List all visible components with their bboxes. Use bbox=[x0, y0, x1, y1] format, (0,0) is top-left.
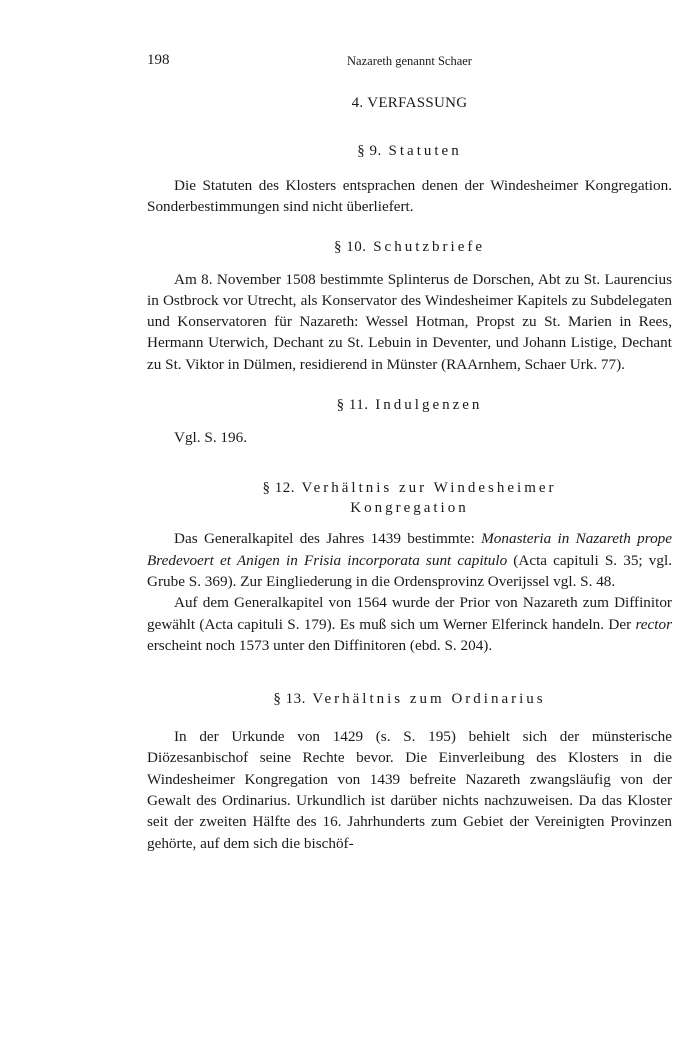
section-body-ordinarius bbox=[147, 726, 672, 854]
running-head bbox=[147, 52, 672, 74]
book-page bbox=[147, 52, 672, 854]
latin-quote: Monasteria in Nazareth prope Bredevoert et Anigen in Frisia incorporata sunt capitulo bbox=[147, 530, 673, 569]
paragraph bbox=[147, 592, 672, 656]
paragraph: Am 8. November 1508 bestimmte Splinterus de Dorschen, Abt zu St. Laurencius in Ostbrock vor Utrecht, als Konservator des Windesheimer Kapitels zu Subdelegaten und Konservatoren für Nazareth: Wessel Hotman, Propst zu St. Marien in Rees, Hermann Uterwich, Dechant zu St. Lebuin in Deventer, und Johann Listige, Dechant zu St. Viktor in Dülmen, residierend in Münster (RAArnhem, Schaer Urk. 77). bbox=[147, 270, 672, 373]
text-run: Das Generalkapitel des Jahres 1439 bestimmte: bbox=[174, 530, 482, 548]
section-body-statuten bbox=[147, 175, 672, 218]
italic-term: rector bbox=[635, 615, 672, 633]
section-number: § 9. bbox=[357, 143, 382, 159]
chapter-title: 4. VERFASSUNG bbox=[351, 95, 468, 111]
section-body-schutzbriefe bbox=[147, 269, 672, 375]
section-title: Schutzbriefe bbox=[373, 238, 486, 255]
section-title-line1: Verhältnis zur Windesheimer bbox=[301, 480, 557, 497]
paragraph: Vgl. S. 196. bbox=[174, 429, 247, 447]
section-heading-schutzbriefe bbox=[147, 237, 672, 257]
section-heading-ordinarius bbox=[147, 689, 672, 709]
text-run: Auf dem Generalkapitel von 1564 wurde der Prior von Nazareth zum Diffinitor gewählt (Acta capituli S. 179). Es muß sich um Werner Elferinck handeln. Der bbox=[147, 594, 672, 633]
section-number: § 13. bbox=[273, 691, 306, 708]
text-run: erscheint noch 1573 unter den Diffinitoren (ebd. S. 204). bbox=[147, 636, 493, 654]
section-heading-statuten bbox=[147, 141, 672, 161]
section-body-windesheimer bbox=[147, 528, 672, 656]
section-title: Verhältnis zum Ordinarius bbox=[312, 691, 546, 708]
page-number: 198 bbox=[147, 52, 170, 68]
paragraph: In der Urkunde von 1429 (s. S. 195) behielt sich der münsterische Diözesanbischof seine Rechte bevor. Die Einverleibung des Klosters in die Windesheimer Kongregation von 1439 befreite Nazareth zwangsläufig von der Gewalt des Ordinarius. Urkundlich ist darüber nichts nachzuweisen. Da das Kloster seit der zweiten Hälfte des 16. Jahrhunderts zum Gebiet der Vereinigten Provinzen gehörte, auf dem sich die bischöf- bbox=[147, 728, 672, 852]
section-body-indulgenzen bbox=[147, 427, 672, 448]
section-title: Indulgenzen bbox=[375, 397, 483, 414]
running-title: Nazareth genannt Schaer bbox=[347, 54, 472, 68]
section-number: § 12. bbox=[262, 480, 295, 497]
section-number: § 10. bbox=[333, 238, 367, 255]
paragraph: Die Statuten des Klosters entsprachen denen der Windesheimer Kongregation. Sonderbestimmungen sind nicht überliefert. bbox=[147, 177, 672, 216]
section-heading-windesheimer bbox=[147, 478, 672, 518]
section-title: Statuten bbox=[388, 143, 462, 159]
section-number: § 11. bbox=[336, 397, 369, 414]
paragraph bbox=[147, 528, 672, 592]
section-title-line2: Kongregation bbox=[350, 500, 469, 517]
section-heading-indulgenzen bbox=[147, 395, 672, 415]
text-run: (Acta capituli S. 35; vgl. Grube S. 369). Zur Eingliederung in die Ordensprovinz Overijssel vgl. S. 48. bbox=[147, 551, 672, 590]
